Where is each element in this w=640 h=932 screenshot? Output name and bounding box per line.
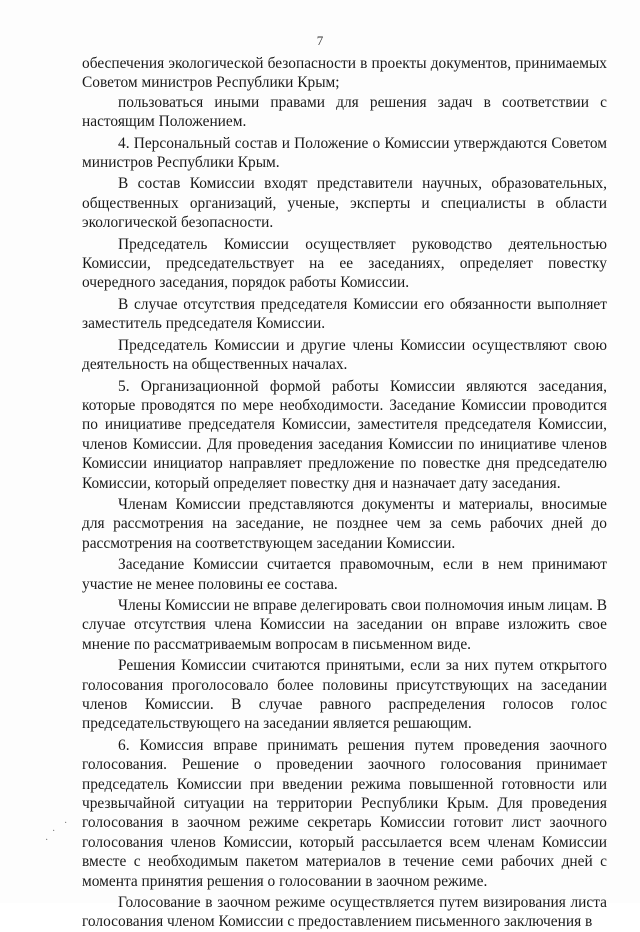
paragraph: пользоваться иными правами для решения задач в соответствии с настоящим Положением. — [82, 93, 607, 131]
paragraph: В состав Комиссии входят представители научных, образовательных, общественных организаций, ученые, эксперты и специалисты в области экологической безопасности. — [82, 175, 607, 232]
paragraph: 5. Организационной формой работы Комиссии являются заседания, которые проводятся по мере необходимости. Заседание Комиссии проводится по инициативе председателя Комиссии, заместителя председателя Комиссии, членов Комиссии. Для проведения заседания Комиссии по инициативе членов Комиссии инициатор направляет предложение по повестке дня председателю Комиссии, который определяет повестку дня и назначает дату заседания. — [82, 377, 607, 492]
scan-speck: · — [45, 835, 49, 846]
paragraph: Заседание Комиссии считается правомочным, если в нем принимают участие не менее половины ее состава. — [82, 556, 607, 593]
paragraph: Голосование в заочном режиме осуществляется путем визирования листа голосования членом Комиссии с предоставлением письменного заключения в — [82, 894, 607, 931]
paragraph: 6. Комиссия вправе принимать решения путем проведения заочного голосования. Решение о проведении заочного голосования принимает председатель Комиссии при введении режима повышенной готовности или чрезвычайной ситуации на территории Республики Крым. Для проведения голосования в заочном режиме секретарь Комиссии готовит лист заочного голосования членов Комиссии, который рассылается всем членам Комиссии вместе с необходимым пакетом материалов в течение семи рабочих дней с момента принятия решения о голосовании в заочном режиме. — [82, 736, 607, 890]
paragraph: Председатель Комиссии и другие члены Комиссии осуществляют свою деятельность на общественных началах. — [82, 336, 607, 374]
paragraph: Председатель Комиссии осуществляет руководство деятельностью Комиссии, председательствует на ее заседаниях, определяет повестку очередного заседания, порядок работы Комиссии. — [82, 235, 607, 292]
paragraph: Решения Комиссии считаются принятыми, если за них путем открытого голосования проголосовало более половины присутствующих на заседании членов Комиссии. В случае равного распределения голосов голос председательствующего на заседании является решающим. — [82, 657, 607, 733]
paragraph: обеспечения экологической безопасности в проекты документов, принимаемых Советом министров Республики Крым; — [82, 55, 607, 92]
document-body — [82, 54, 607, 932]
paragraph: Членам Комиссии представляются документы и материалы, вносимые для рассмотрения на заседание, не позднее чем за семь рабочих дней до рассмотрения на соответствующем заседании Комиссии. — [82, 495, 607, 552]
paragraph: 4. Персональный состав и Положение о Комиссии утверждаются Советом министров Республики Крым. — [82, 134, 607, 172]
page-number: 7 — [316, 33, 324, 48]
paragraph: Члены Комиссии не вправе делегировать свои полномочия иным лицам. В случае отсутствия члена Комиссии на заседании он вправе изложить свое мнение по рассматриваемым вопросам в письменном виде. — [82, 596, 607, 653]
paragraph: В случае отсутствия председателя Комиссии его обязанности выполняет заместитель председателя Комиссии. — [82, 295, 607, 333]
scan-speck: · — [52, 826, 56, 837]
scan-speck: · — [64, 818, 68, 829]
